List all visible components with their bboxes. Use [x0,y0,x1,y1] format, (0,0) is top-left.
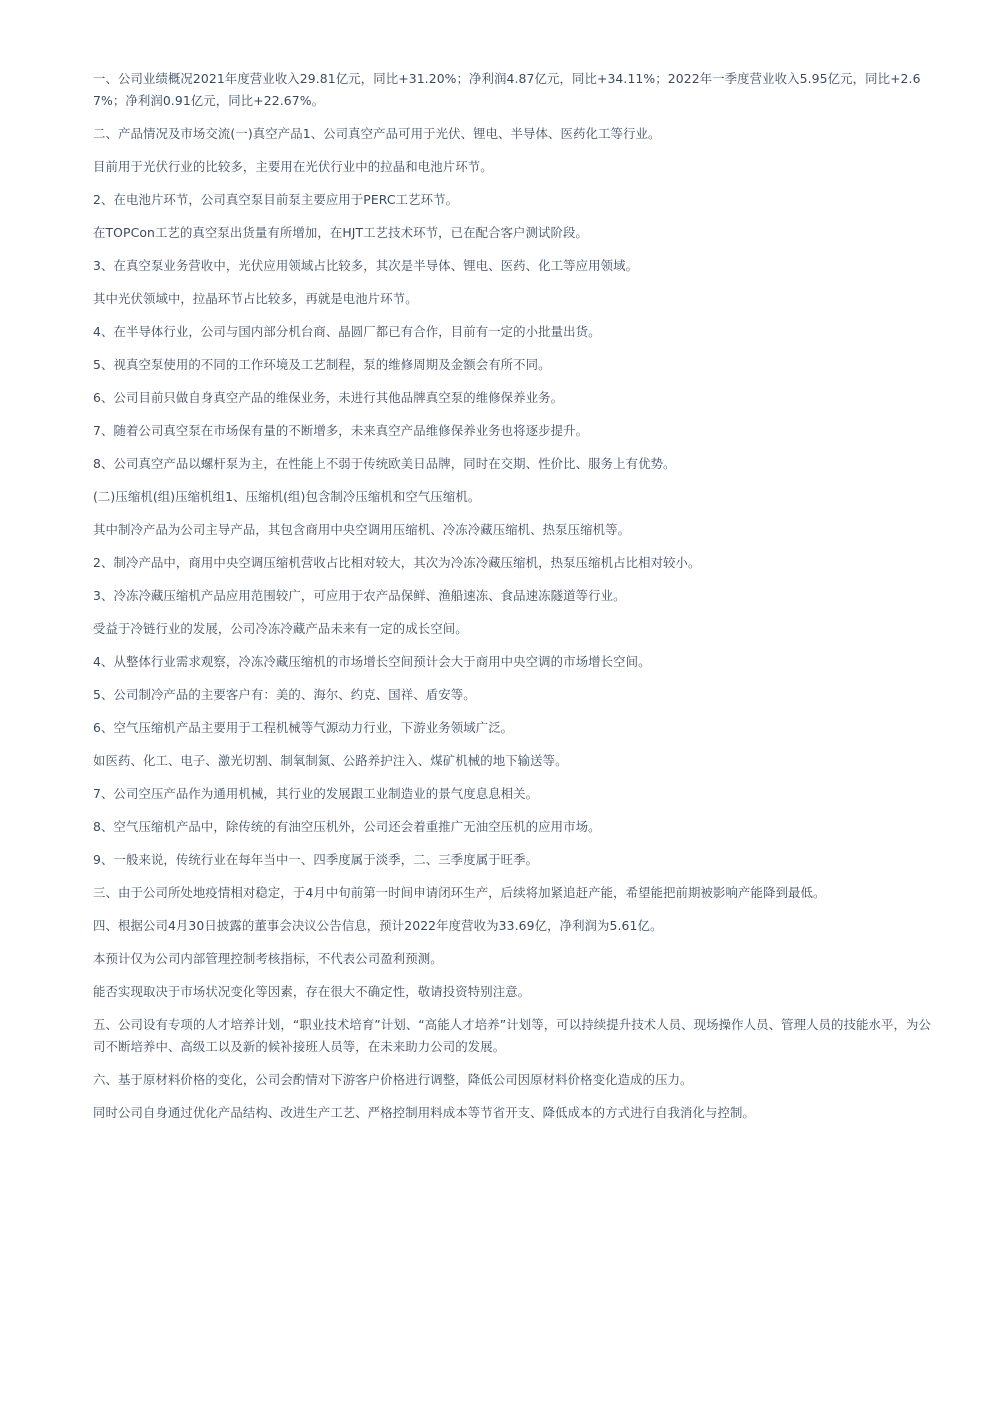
paragraph-2: 二、产品情况及市场交流(一)真空产品1、公司真空产品可用于光伏、锂电、半导体、医药化工等行业。 [93,126,661,141]
paragraph-11: 7、随着公司真空泵在市场保有量的不断增多，未来真空产品维修保养业务也将逐步提升。 [93,423,589,438]
paragraph-5: 在TOPCon工艺的真空泵出货量有所增加，在HJT工艺技术环节，已在配合客户测试阶段。 [93,225,588,240]
paragraph-25: 三、由于公司所处地疫情相对稳定，于4月中旬前第一时间申请闭环生产，后续将加紧追赶产能，希望能把前期被影响产能降到最低。 [93,885,826,900]
paragraph-8: 4、在半导体行业，公司与国内部分机台商、晶圆厂都已有合作，目前有一定的小批量出货。 [93,324,601,339]
paragraph-24: 9、一般来说，传统行业在每年当中一、四季度属于淡季，二、三季度属于旺季。 [93,852,539,867]
paragraph-21: 如医药、化工、电子、激光切割、制氧制氮、公路养护注入、煤矿机械的地下输送等。 [93,753,568,768]
paragraph-6: 3、在真空泵业务营收中，光伏应用领域占比较多，其次是半导体、锂电、医药、化工等应用领域。 [93,258,639,273]
paragraph-9: 5、视真空泵使用的不同的工作环境及工艺制程，泵的维修周期及金额会有所不同。 [93,357,551,372]
paragraph-3: 目前用于光伏行业的比较多，主要用在光伏行业中的拉晶和电池片环节。 [93,159,493,174]
document-body [93,68,938,1124]
paragraph-16: 3、冷冻冷藏压缩机产品应用范围较广，可应用于农产品保鲜、渔船速冻、食品速冻隧道等行业。 [93,588,626,603]
paragraph-23: 8、空气压缩机产品中，除传统的有油空压机外，公司还会着重推广无油空压机的应用市场。 [93,819,601,834]
paragraph-13: (二)压缩机(组)压缩机组1、压缩机(组)包含制冷压缩机和空气压缩机。 [93,489,481,504]
paragraph-15: 2、制冷产品中，商用中央空调压缩机营收占比相对较大，其次为冷冻冷藏压缩机，热泵压缩机占比相对较小。 [93,555,701,570]
paragraph-22: 7、公司空压产品作为通用机械，其行业的发展跟工业制造业的景气度息息相关。 [93,786,539,801]
paragraph-30: 六、基于原材料价格的变化，公司会酌情对下游客户价格进行调整，降低公司因原材料价格变化造成的压力。 [93,1072,693,1087]
paragraph-7: 其中光伏领域中，拉晶环节占比较多，再就是电池片环节。 [93,291,418,306]
paragraph-4: 2、在电池片环节，公司真空泵目前泵主要应用于PERC工艺环节。 [93,192,459,207]
paragraph-17: 受益于冷链行业的发展，公司冷冻冷藏产品未来有一定的成长空间。 [93,621,468,636]
paragraph-18: 4、从整体行业需求观察，冷冻冷藏压缩机的市场增长空间预计会大于商用中央空调的市场增长空间。 [93,654,651,669]
paragraph-1: 一、公司业绩概况2021年度营业收入29.81亿元，同比+31.20%；净利润4.87亿元，同比+34.11%；2022年一季度营业收入5.95亿元，同比+2.67%；净利润0.91亿元，同比+22.67%。 [93,71,921,108]
paragraph-29: 五、公司设有专项的人才培养计划，“职业技术培育”计划、“高能人才培养”计划等，可以持续提升技术人员、现场操作人员、管理人员的技能水平，为公司不断培养中、高级工以及新的候补接班人员等，在未来助力公司的发展。 [93,1017,931,1054]
paragraph-10: 6、公司目前只做自身真空产品的维保业务，未进行其他品牌真空泵的维修保养业务。 [93,390,564,405]
paragraph-27: 本预计仅为公司内部管理控制考核指标，不代表公司盈利预测。 [93,951,443,966]
paragraph-20: 6、空气压缩机产品主要用于工程机械等气源动力行业，下游业务领域广泛。 [93,720,514,735]
paragraph-14: 其中制冷产品为公司主导产品，其包含商用中央空调用压缩机、冷冻冷藏压缩机、热泵压缩机等。 [93,522,631,537]
paragraph-28: 能否实现取决于市场状况变化等因素，存在很大不确定性，敬请投资特别注意。 [93,984,531,999]
paragraph-31: 同时公司自身通过优化产品结构、改进生产工艺、严格控制用料成本等节省开支、降低成本的方式进行自我消化与控制。 [93,1105,756,1120]
paragraph-26: 四、根据公司4月30日披露的董事会决议公告信息，预计2022年度营收为33.69亿，净利润为5.61亿。 [93,918,663,933]
paragraph-12: 8、公司真空产品以螺杆泵为主，在性能上不弱于传统欧美日品牌，同时在交期、性价比、服务上有优势。 [93,456,676,471]
paragraph-19: 5、公司制冷产品的主要客户有：美的、海尔、约克、国祥、盾安等。 [93,687,476,702]
